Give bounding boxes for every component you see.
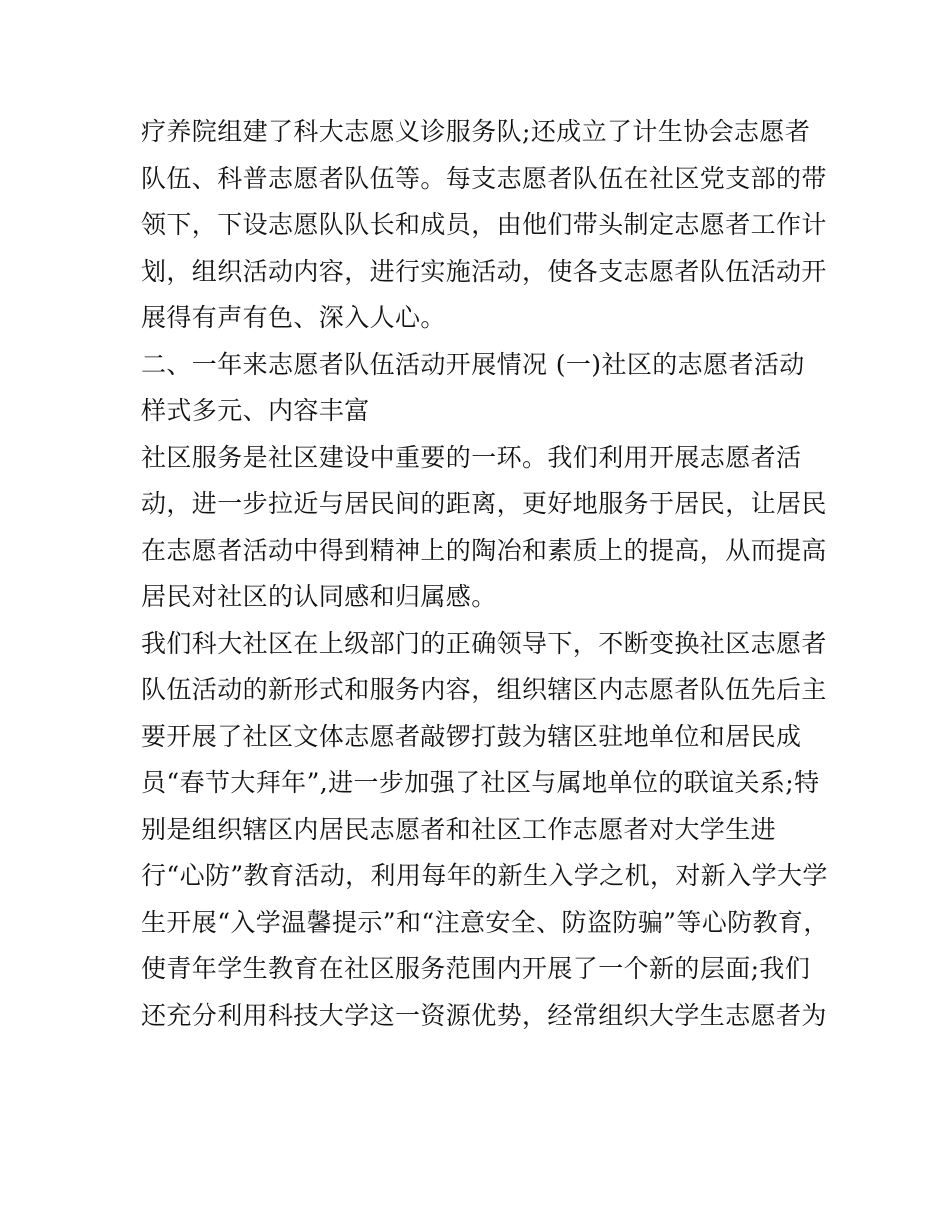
text-line: 生开展“入学温馨提示”和“注意安全、防盗防骗”等心防教育， (141, 907, 829, 937)
text-line: 要开展了社区文体志愿者敲锣打鼓为辖区驻地单位和居民成 (141, 721, 802, 751)
text-line: 队伍活动的新形式和服务内容，组织辖区内志愿者队伍先后主 (141, 675, 827, 704)
text-line: 别是组织辖区内居民志愿者和社区工作志愿者对大学生进 (141, 814, 777, 844)
text-line: 划，组织活动内容，进行实施活动，使各支志愿者队伍活动开 (141, 256, 827, 286)
text-line: 领下，下设志愿队队长和成员，由他们带头制定志愿者工作计 (141, 210, 827, 239)
text-line: 使青年学生教育在社区服务范围内开展了一个新的层面;我们 (141, 954, 811, 983)
text-line: 疗养院组建了科大志愿义诊服务队;还成立了计生协会志愿者 (141, 117, 811, 146)
text-line: 我们科大社区在上级部门的正确领导下，不断变换社区志愿者 (141, 628, 827, 658)
text-line: 展得有声有色、深入人心。 (141, 303, 446, 332)
text-line: 居民对社区的认同感和归属感。 (141, 582, 497, 611)
text-line: 社区服务是社区建设中重要的一环。我们利用开展志愿者活 (141, 442, 802, 472)
body-text (141, 109, 829, 1039)
text-line: 动，进一步拉近与居民间的距离，更好地服务于居民，让居民 (141, 489, 827, 518)
text-line: 还充分利用科技大学这一资源优势，经常组织大学生志愿者为 (141, 1000, 827, 1030)
text-line: 队伍、科普志愿者队伍等。每支志愿者队伍在社区党支部的带 (141, 163, 827, 193)
section-heading-line: 样式多元、内容丰富 (141, 396, 370, 425)
text-line: 行“心防”教育活动，利用每年的新生入学之机，对新入学大学 (141, 861, 828, 890)
section-heading-line: 二、一年来志愿者队伍活动开展情况 (一)社区的志愿者活动 (141, 349, 805, 379)
text-line: 员“春节大拜年”,进一步加强了社区与属地单位的联谊关系;特 (141, 768, 820, 797)
text-line: 在志愿者活动中得到精神上的陶冶和素质上的提高，从而提高 (141, 535, 827, 565)
